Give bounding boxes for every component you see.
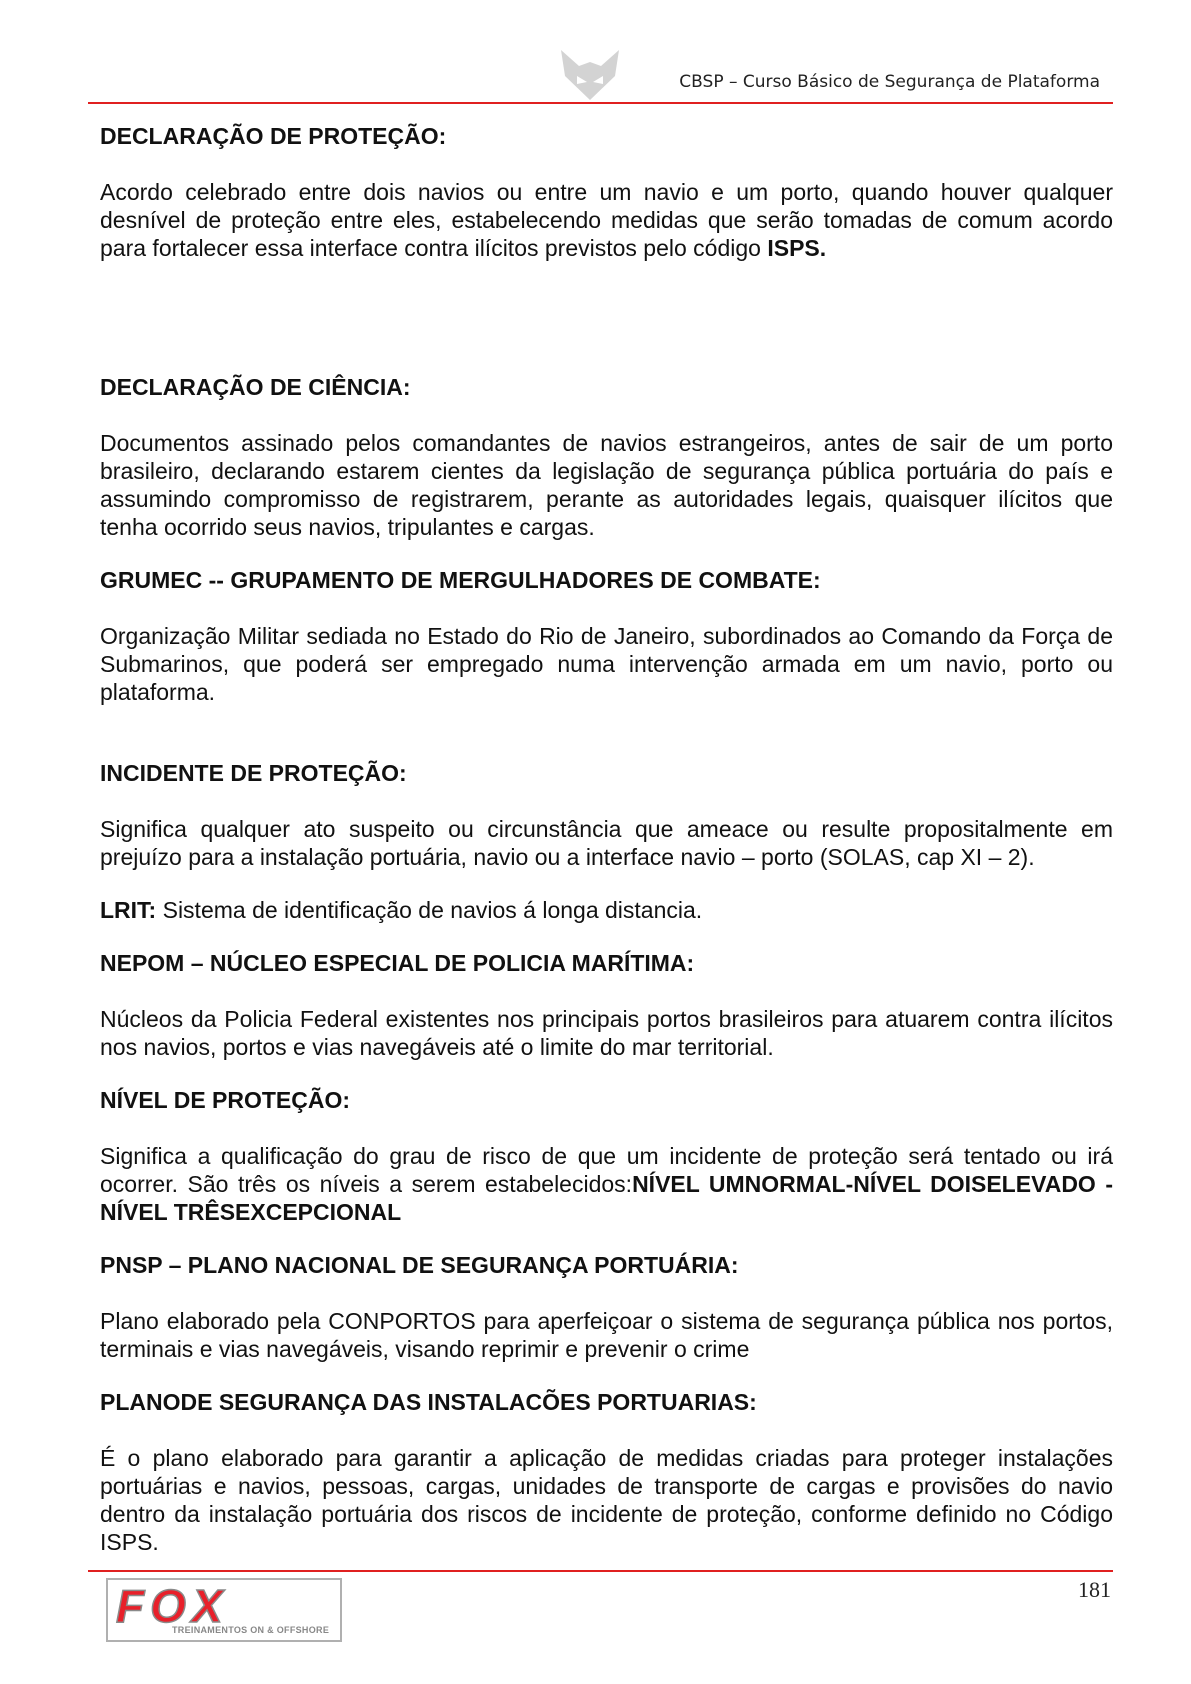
section-heading: DECLARAÇÃO DE CIÊNCIA: xyxy=(100,374,411,400)
fox-logo-wordmark: FOX xyxy=(116,1580,229,1632)
section-text: É o plano elaborado para garantir a aplicação de medidas criadas para proteger instalações portuárias e navios, pessoas, cargas, unidades de transporte de cargas e provisões do navio dentro da instalação portuária dos riscos de incidente de proteção, conforme definido no Código ISPS. xyxy=(100,1445,1113,1555)
section-text: Significa qualquer ato suspeito ou circunstância que ameace ou resulte propositalmente em prejuízo para a instalação portuária, navio ou a interface navio – porto (SOLAS, cap XI – 2). xyxy=(100,816,1113,870)
document-header-title: CBSP – Curso Básico de Segurança de Plataforma xyxy=(679,72,1100,92)
section-text: Organização Militar sediada no Estado do Rio de Janeiro, subordinados ao Comando da Força de Submarinos, que poderá ser empregado numa intervenção armada em um navio, porto ou plataforma. xyxy=(100,623,1113,705)
section-heading: PLANODE SEGURANÇA DAS INSTALACÕES PORTUARIAS: xyxy=(100,1389,757,1415)
page-content xyxy=(100,120,1113,1556)
section-heading: DECLARAÇÃO DE PROTEÇÃO: xyxy=(100,123,447,149)
section-text: Acordo celebrado entre dois navios ou entre um navio e um porto, quando houver qualquer desnível de proteção entre eles, estabelecendo medidas que serão tomadas de comum acordo para fortalecer essa interface contra ilícitos previstos pelo código ISPS. xyxy=(100,179,1113,261)
section-text: Núcleos da Policia Federal existentes nos principais portos brasileiros para atuarem contra ilícitos nos navios, portos e vias navegáveis até o limite do mar territorial. xyxy=(100,1006,1113,1060)
footer-divider xyxy=(88,1570,1113,1572)
section-heading: PNSP – PLANO NACIONAL DE SEGURANÇA PORTUÁRIA: xyxy=(100,1252,739,1278)
section-text: Plano elaborado pela CONPORTOS para aperfeiçoar o sistema de segurança pública nos portos, terminais e vias navegáveis, visando reprimir e prevenir o crime xyxy=(100,1308,1113,1362)
fox-head-watermark-icon xyxy=(555,46,625,102)
section-text: Significa a qualificação do grau de risco de que um incidente de proteção será tentado ou irá ocorrer. São três os níveis a serem estabelecidos:NÍVEL UMNORMAL-NÍVEL DOISELEVADO - NÍVEL TRÊSEXCEPCIONAL xyxy=(100,1143,1114,1225)
page-number: 181 xyxy=(1078,1577,1111,1602)
lrit-definition: LRIT: Sistema de identificação de navios á longa distancia. xyxy=(100,897,703,923)
section-heading: NEPOM – NÚCLEO ESPECIAL DE POLICIA MARÍTIMA: xyxy=(100,950,695,976)
section-heading: GRUMEC -- GRUPAMENTO DE MERGULHADORES DE COMBATE: xyxy=(100,567,821,593)
fox-logo-subtitle: TREINAMENTOS ON & OFFSHORE xyxy=(172,1625,330,1635)
section-text: Documentos assinado pelos comandantes de navios estrangeiros, antes de sair de um porto brasileiro, declarando estarem cientes da legislação de segurança pública portuária do país e assumindo compromisso de registrarem, perante as autoridades legais, quaisquer ilícitos que tenha ocorrido seus navios, tripulantes e cargas. xyxy=(100,430,1113,540)
section-heading: INCIDENTE DE PROTEÇÃO: xyxy=(100,760,407,786)
header-divider xyxy=(88,102,1113,104)
section-heading: NÍVEL DE PROTEÇÃO: xyxy=(100,1087,351,1113)
